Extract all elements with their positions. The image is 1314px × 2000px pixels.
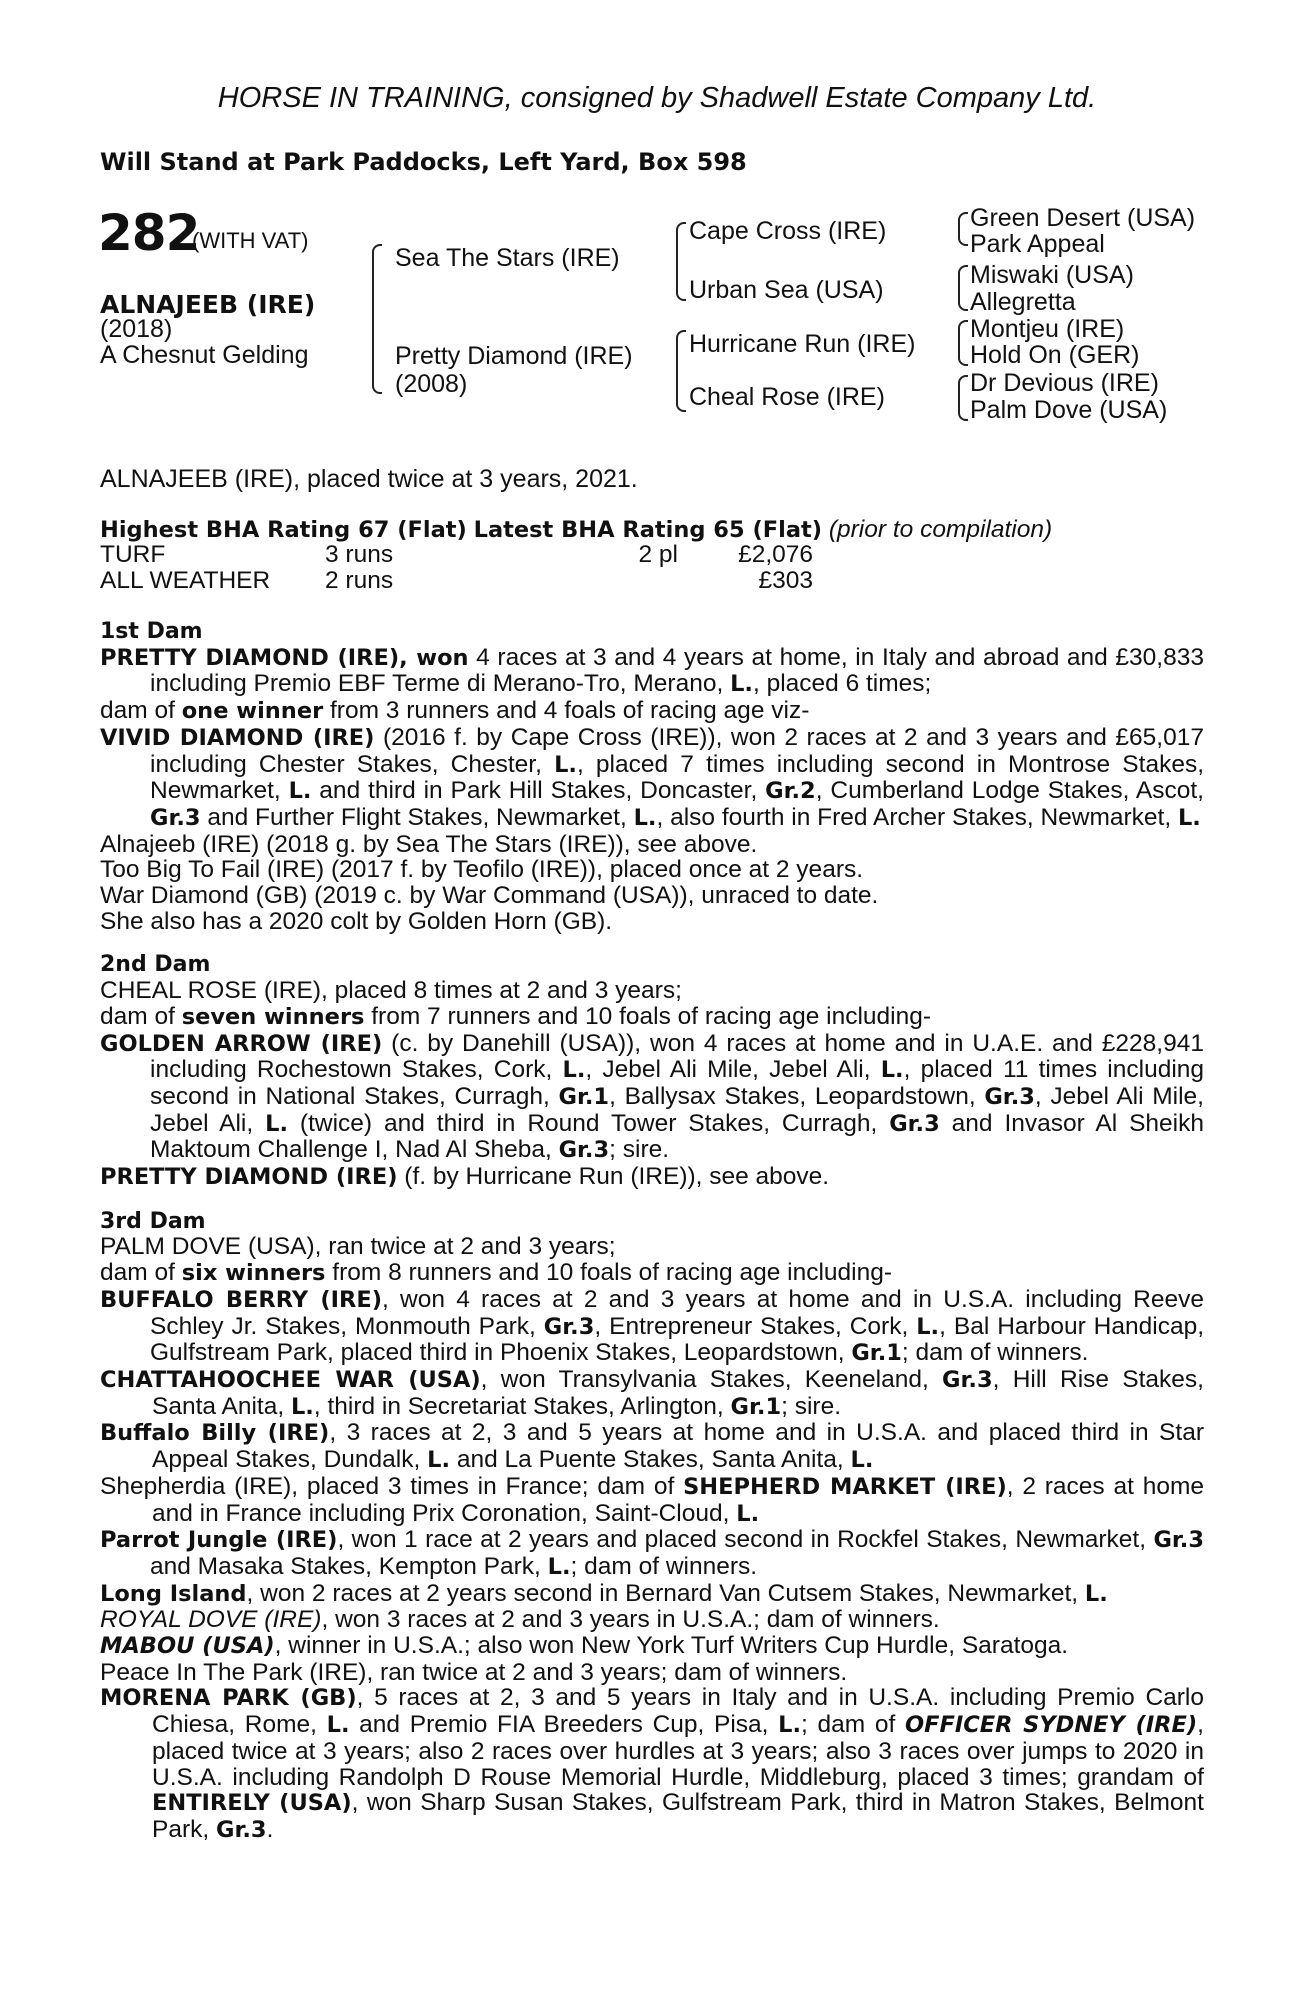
vat-label: (WITH VAT) [192, 228, 309, 253]
perf-placed [550, 568, 728, 594]
pedigree-sss: Green Desert (USA) [970, 204, 1196, 232]
list-item: MORENA PARK (GB), 5 races at 2, 3 and 5 years in Italy and in U.S.A. including Premio Carlo Chiesa, Rome, L. and Premio FIA Breeders Cup, Pisa, L.; dam of OFFICER SYDNEY (IRE), placed twice at 3 years; also 2 races over hurdles at 3 years; also 3 races over jumps to 2020 in U.S.A. including Randolph D Rouse Memorial Hurdle, Middleburg, placed 3 times; grandam of ENTIRELY (USA), won Sharp Susan Stakes, Gulfstream Park, third in Matron Stakes, Belmont Park, Gr.3. [100, 1684, 1204, 1843]
list-item: PRETTY DIAMOND (IRE) (f. by Hurricane Run (IRE)), see above. [100, 1163, 830, 1191]
list-item: War Diamond (GB) (2019 c. by War Command (USA)), unraced to date. [100, 882, 879, 910]
horse-year: (2018) [100, 315, 173, 343]
performance-table [100, 542, 813, 593]
third-dam-produce: dam of six winners from 8 runners and 10 foals of racing age including- [100, 1259, 893, 1287]
pedigree-brace-3b [958, 265, 968, 311]
second-dam-produce: dam of seven winners from 7 runners and 10 foals of racing age including- [100, 1002, 931, 1030]
list-item: She also has a 2020 colt by Golden Horn (GB). [100, 907, 613, 935]
list-item: CHATTAHOOCHEE WAR (USA), won Transylvania Stakes, Keeneland, Gr.3, Hill Rise Stakes, Santa Anita, L., third in Secretariat Stakes, Arlington, Gr.1; sire. [100, 1365, 1204, 1420]
second-dam-heading: 2nd Dam [100, 952, 211, 978]
list-item: BUFFALO BERRY (IRE), won 4 races at 2 and 3 years at home and in U.S.A. including Reeve Schley Jr. Stakes, Monmouth Park, Gr.3, Entrepreneur Stakes, Cork, L., Bal Harbour Handicap, Gulfstream Park, placed third in Phoenix Stakes, Leopardstown, Gr.1; dam of winners. [100, 1285, 1205, 1367]
pedigree-brace-2a [676, 222, 686, 301]
pedigree-dss: Montjeu (IRE) [970, 315, 1125, 343]
pedigree-brace-3d [958, 375, 968, 421]
list-item: Peace In The Park (IRE), ran twice at 2 and 3 years; dam of winners. [100, 1658, 848, 1686]
pedigree-ssd: Park Appeal [970, 230, 1105, 258]
horse-description: A Chesnut Gelding [100, 341, 309, 369]
perf-surface: ALL WEATHER [100, 566, 271, 594]
lot-number: 282 [98, 204, 200, 262]
pedigree-dam-year: (2008) [395, 370, 468, 398]
perf-placed: 2 pl [638, 541, 678, 568]
first-dam-produce: dam of one winner from 3 runners and 4 foals of racing age viz- [100, 697, 810, 725]
race-summary: ALNAJEEB (IRE), placed twice at 3 years, 2021. [100, 465, 638, 493]
pedigree-sire-dam: Urban Sea (USA) [689, 276, 884, 304]
list-item: Buffalo Billy (IRE), 3 races at 2, 3 and 5 years at home and in U.S.A. and placed third in Star Appeal Stakes, Dundalk, L. and La Puente Stakes, Santa Anita, L. [100, 1419, 1204, 1474]
rating-line [100, 516, 1052, 544]
pedigree-dam: Pretty Diamond (IRE) [395, 342, 633, 370]
latest-rating: Latest BHA Rating 65 (Flat) [473, 517, 823, 543]
list-item: Alnajeeb (IRE) (2018 g. by Sea The Stars (IRE)), see above. [100, 830, 758, 858]
list-item: VIVID DIAMOND (IRE) (2016 f. by Cape Cross (IRE)), won 2 races at 2 and 3 years and £65,017 including Chester Stakes, Chester, L., placed 7 times including second in Montrose Stakes, Newmarket, L. and third in Park Hill Stakes, Doncaster, Gr.2, Cumberland Lodge Stakes, Ascot, Gr.3 and Further Flight Stakes, Newmarket, L., also fourth in Fred Archer Stakes, Newmarket, L. [100, 723, 1205, 831]
pedigree-sire: Sea The Stars (IRE) [395, 244, 620, 272]
rating-note: (prior to compilation) [828, 516, 1053, 543]
page-title: HORSE IN TRAINING, consigned by Shadwell Estate Company Ltd. [217, 82, 1097, 114]
pedigree-dam-dam: Cheal Rose (IRE) [689, 383, 885, 411]
list-item: Long Island, won 2 races at 2 years second in Bernard Van Cutsem Stakes, Newmarket, L. [100, 1579, 1108, 1607]
horse-name: ALNAJEEB (IRE) [100, 290, 316, 319]
list-item: ROYAL DOVE (IRE), won 3 races at 2 and 3 years in U.S.A.; dam of winners. [100, 1606, 940, 1634]
pedigree-dam-sire: Hurricane Run (IRE) [689, 330, 916, 358]
family-details [100, 619, 1204, 1844]
pedigree-sire-sire: Cape Cross (IRE) [689, 217, 887, 245]
list-item: GOLDEN ARROW (IRE) (c. by Danehill (USA)), won 4 races at home and in U.A.E. and £228,941 including Rochestown Stakes, Cork, L., Jebel Ali Mile, Jebel Ali, L., placed 11 times including second in National Stakes, Curragh, Gr.1, Ballysax Stakes, Leopardstown, Gr.3, Jebel Ali Mile, Jebel Ali, L. (twice) and third in Round Tower Stakes, Curragh, Gr.3 and Invasor Al Sheikh Maktoum Challenge I, Nad Al Sheba, Gr.3; sire. [100, 1029, 1205, 1164]
table-row [100, 542, 813, 568]
third-dam-heading: 3rd Dam [100, 1208, 206, 1234]
pedigree-brace-3a [958, 212, 968, 246]
stand-location: Will Stand at Park Paddocks, Left Yard, Box 598 [100, 148, 747, 176]
list-item: Parrot Jungle (IRE), won 1 race at 2 years and placed second in Rockfel Stakes, Newmarket, Gr.3 and Masaka Stakes, Kempton Park, L.; dam of winners. [100, 1526, 1204, 1580]
perf-runs: 3 runs [325, 541, 394, 568]
pedigree-ddd: Palm Dove (USA) [970, 396, 1168, 424]
pedigree-brace-2b [676, 330, 686, 412]
pedigree-brace-1 [372, 244, 382, 394]
pedigree-sds: Miswaki (USA) [970, 261, 1134, 289]
perf-earnings: £303 [758, 566, 813, 594]
list-item: Shepherdia (IRE), placed 3 times in France; dam of SHEPHERD MARKET (IRE), 2 races at home and in France including Prix Coronation, Saint-Cloud, L. [100, 1472, 1204, 1527]
perf-earnings: £2,076 [738, 541, 813, 568]
perf-surface: TURF [100, 541, 166, 568]
table-row [100, 568, 813, 594]
highest-rating: Highest BHA Rating 67 (Flat) [100, 517, 467, 543]
pedigree-dsd: Hold On (GER) [970, 341, 1140, 369]
list-item: Too Big To Fail (IRE) (2017 f. by Teofilo (IRE)), placed once at 2 years. [100, 856, 864, 884]
list-item: MABOU (USA), winner in U.S.A.; also won New York Turf Writers Cup Hurdle, Saratoga. [100, 1632, 1069, 1660]
pedigree-brace-3c [958, 320, 968, 366]
pedigree-dds: Dr Devious (IRE) [970, 369, 1159, 397]
perf-runs: 2 runs [325, 566, 394, 594]
third-dam-record: PALM DOVE (USA), ran twice at 2 and 3 years; [100, 1233, 616, 1261]
second-dam-record: CHEAL ROSE (IRE), placed 8 times at 2 and 3 years; [100, 977, 682, 1005]
first-dam-heading: 1st Dam [100, 619, 203, 644]
pedigree-sdd: Allegretta [970, 288, 1076, 316]
first-dam-record: PRETTY DIAMOND (IRE), won 4 races at 3 and 4 years at home, in Italy and abroad and £30,833 including Premio EBF Terme di Merano-Tro, Merano, L., placed 6 times; [100, 643, 1204, 698]
